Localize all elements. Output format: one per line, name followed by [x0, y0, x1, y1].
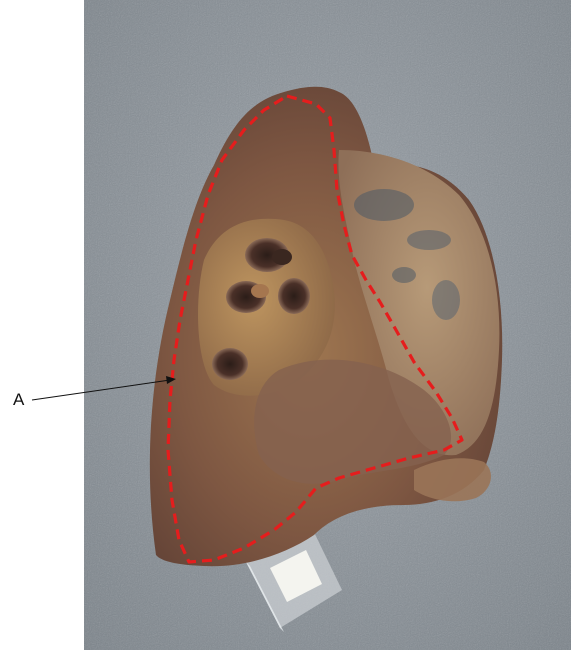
structure-label-a: A: [13, 390, 25, 409]
